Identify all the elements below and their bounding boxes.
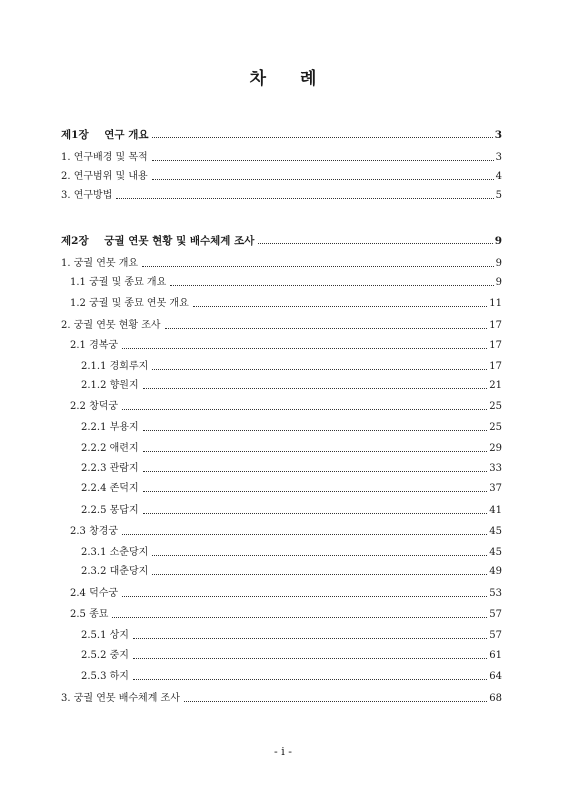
toc-entry[interactable] <box>61 256 502 272</box>
toc-entry-label: 궁궐 및 종묘 개요 <box>89 277 167 288</box>
toc-entry-title <box>61 127 148 143</box>
toc-entry-title <box>61 318 161 334</box>
dot-leader <box>170 284 493 286</box>
toc-entry-label: 연구방법 <box>73 190 113 201</box>
toc-entry-label: 궁궐 연못 개요 <box>73 258 139 269</box>
toc-entry[interactable] <box>61 481 502 497</box>
toc-page-number: 49 <box>489 566 502 577</box>
toc-entry-number: 2.2.4 <box>81 483 107 494</box>
dot-leader <box>143 512 488 514</box>
toc-entry[interactable] <box>61 188 502 204</box>
toc-entry-title <box>61 188 112 204</box>
toc-page-number: 17 <box>489 320 502 331</box>
toc-entry-title <box>81 461 139 477</box>
dot-leader <box>152 159 494 161</box>
toc-page-number: 53 <box>489 588 502 599</box>
toc-entry-number: 2.5.2 <box>81 650 107 661</box>
toc-entry-number: 1.1 <box>70 277 86 288</box>
toc-entry-number: 2. <box>61 320 71 331</box>
toc-entry-number: 1.2 <box>70 298 86 309</box>
toc-page-number: 68 <box>489 693 502 704</box>
toc-page-number: 25 <box>489 401 502 412</box>
toc-entry-label: 창경궁 <box>89 526 119 537</box>
title-char-1: 차 <box>249 69 266 89</box>
dot-leader <box>152 554 487 556</box>
toc-entry-title <box>61 233 254 249</box>
toc-entry[interactable] <box>61 461 502 477</box>
toc-entry-title <box>61 691 180 707</box>
toc-entry-label: 궁궐 연못 현황 조사 <box>73 320 161 331</box>
toc-chapter[interactable] <box>61 233 502 249</box>
toc-entry[interactable] <box>61 648 502 664</box>
toc-page-number: 21 <box>489 380 502 391</box>
toc-entry-number: 2.1 <box>70 340 86 351</box>
toc-entry-label: 연구 개요 <box>104 129 149 141</box>
toc-page-number: 64 <box>489 671 502 682</box>
dot-leader <box>122 347 487 349</box>
dot-leader <box>112 616 487 618</box>
toc-page-number: 25 <box>489 422 502 433</box>
toc-entry-label: 경회루지 <box>109 361 149 372</box>
toc-entry[interactable] <box>61 169 502 185</box>
toc-entry-title <box>70 275 166 291</box>
toc-entry-number: 2.5.3 <box>81 671 107 682</box>
dot-leader <box>143 490 488 492</box>
toc-entry-title <box>61 256 138 272</box>
toc-entry-number: 3. <box>61 693 71 704</box>
dot-leader <box>258 242 492 244</box>
dot-leader <box>143 429 488 431</box>
toc-entry-number: 제2장 <box>61 235 89 247</box>
toc-page-number: 9 <box>495 277 502 288</box>
toc-page-number: 3 <box>495 152 502 163</box>
toc-entry-number: 2.3.1 <box>81 547 107 558</box>
dot-leader <box>152 368 487 370</box>
toc-entry-number: 2.3 <box>70 526 86 537</box>
toc-page-number: 4 <box>495 171 502 182</box>
dot-leader <box>165 327 488 329</box>
toc-entry-label: 창덕궁 <box>89 401 119 412</box>
toc-entry[interactable] <box>61 378 502 394</box>
toc-entry-title <box>81 481 139 497</box>
dot-leader <box>152 178 494 180</box>
dot-leader <box>116 197 493 199</box>
toc-entry-number: 2.2.3 <box>81 463 107 474</box>
dot-leader <box>143 387 488 389</box>
toc-entry-title <box>70 586 118 602</box>
toc-page-number: 57 <box>489 630 502 641</box>
toc-entry-label: 하지 <box>109 671 129 682</box>
toc-entry-title <box>81 564 148 580</box>
dot-leader <box>122 595 487 597</box>
toc-entry-title <box>81 545 148 561</box>
toc-page-number: 45 <box>489 547 502 558</box>
toc-entry-number: 제1장 <box>61 129 89 141</box>
toc-entry[interactable] <box>61 545 502 561</box>
toc-entry-number: 2.2.5 <box>81 505 107 516</box>
toc-page-number: 29 <box>489 443 502 454</box>
toc-entry[interactable] <box>61 669 502 685</box>
toc-entry-label: 상지 <box>109 630 129 641</box>
toc-entry-title <box>70 296 189 312</box>
toc-entry-title <box>81 628 129 644</box>
toc-entry-title <box>81 359 148 375</box>
toc-entry[interactable] <box>61 691 502 707</box>
dot-leader <box>133 678 487 680</box>
dot-leader <box>143 470 488 472</box>
toc-entry-title <box>81 378 139 394</box>
toc-page-number: 11 <box>489 298 502 309</box>
toc-page-number: 9 <box>495 258 502 269</box>
toc-page-number: 57 <box>489 609 502 620</box>
toc-entry-number: 2.1.2 <box>81 380 107 391</box>
toc-entry-number: 2.5 <box>70 609 86 620</box>
toc-page-number: 3 <box>494 129 502 141</box>
toc-entry-title <box>70 524 118 540</box>
dot-leader <box>152 573 487 575</box>
toc-page-number: 9 <box>494 235 502 247</box>
toc-entry[interactable] <box>61 628 502 644</box>
toc-entry-title <box>61 169 148 185</box>
toc-entry-number: 2.1.1 <box>81 361 107 372</box>
toc-entry-label: 궁궐 및 종묘 연못 개요 <box>89 298 189 309</box>
toc-entry-label: 경복궁 <box>89 340 119 351</box>
toc-entry[interactable] <box>61 607 502 623</box>
toc-entry-title <box>81 648 129 664</box>
dot-leader <box>184 700 487 702</box>
toc-entry-label: 관람지 <box>109 463 139 474</box>
toc-entry-label: 중지 <box>109 650 129 661</box>
toc-entry[interactable] <box>61 524 502 540</box>
toc-entry-number: 2.3.2 <box>81 566 107 577</box>
toc-entry-number: 2.2.2 <box>81 443 107 454</box>
toc-entry-number: 1. <box>61 152 71 163</box>
toc-entry[interactable] <box>61 318 502 334</box>
toc-entry-label: 종묘 <box>89 609 109 620</box>
toc-page-number: 17 <box>489 340 502 351</box>
page-number: - i - <box>274 745 292 758</box>
dot-leader <box>133 637 487 639</box>
toc-entry[interactable] <box>61 150 502 166</box>
toc-entry-title <box>81 441 139 457</box>
toc-page-number: 33 <box>489 463 502 474</box>
toc-entry-number: 2.2.1 <box>81 422 107 433</box>
toc-entry-title <box>81 503 139 519</box>
toc-page-number: 61 <box>489 650 502 661</box>
toc-entry-title <box>81 420 139 436</box>
toc-entry[interactable] <box>61 586 502 602</box>
dot-leader <box>122 533 487 535</box>
toc-entry-title <box>70 399 118 415</box>
dot-leader <box>142 265 494 267</box>
toc-entry-label: 애련지 <box>109 443 139 454</box>
toc-page-number: 17 <box>489 361 502 372</box>
toc-entry-title <box>70 607 108 623</box>
toc-entry[interactable] <box>61 564 502 580</box>
toc-page-number: 41 <box>489 505 502 516</box>
page-title <box>0 64 566 89</box>
toc-entry-title <box>61 150 148 166</box>
toc-entry[interactable] <box>61 503 502 519</box>
toc-entry-number: 1. <box>61 258 71 269</box>
toc-entry-number: 2.5.1 <box>81 630 107 641</box>
toc-entry-label: 연구배경 및 목적 <box>73 152 148 163</box>
dot-leader <box>193 305 488 307</box>
toc-entry-label: 소춘당지 <box>109 547 149 558</box>
title-char-2: 례 <box>300 69 317 89</box>
dot-leader <box>122 408 487 410</box>
toc-entry-number: 2.4 <box>70 588 86 599</box>
toc-chapter[interactable] <box>61 127 502 143</box>
toc-entry-title <box>70 338 118 354</box>
toc-entry[interactable] <box>61 399 502 415</box>
toc-entry-label: 궁궐 연못 배수체계 조사 <box>73 693 180 704</box>
dot-leader <box>133 657 487 659</box>
dot-leader <box>152 136 492 138</box>
toc-entry[interactable] <box>61 441 502 457</box>
toc-entry-title <box>81 669 129 685</box>
toc-entry-label: 부용지 <box>109 422 139 433</box>
toc-page-number: 5 <box>495 190 502 201</box>
toc-entry[interactable] <box>61 359 502 375</box>
toc-entry-label: 궁궐 연못 현황 및 배수체계 조사 <box>104 235 255 247</box>
toc-entry[interactable] <box>61 275 502 291</box>
toc-entry[interactable] <box>61 420 502 436</box>
toc-entry-number: 2.2 <box>70 401 86 412</box>
toc-entry-label: 덕수궁 <box>89 588 119 599</box>
toc-page-number: 45 <box>489 526 502 537</box>
toc-entry-number: 3. <box>61 190 71 201</box>
toc-entry-label: 존덕지 <box>109 483 139 494</box>
toc-entry-label: 향원지 <box>109 380 139 391</box>
toc-entry-label: 몽답지 <box>109 505 139 516</box>
dot-leader <box>143 450 488 452</box>
toc-entry[interactable] <box>61 296 502 312</box>
toc-entry-number: 2. <box>61 171 71 182</box>
toc-entry-label: 대춘당지 <box>109 566 149 577</box>
toc-entry-label: 연구범위 및 내용 <box>73 171 148 182</box>
toc-page-number: 37 <box>489 483 502 494</box>
toc-entry[interactable] <box>61 338 502 354</box>
